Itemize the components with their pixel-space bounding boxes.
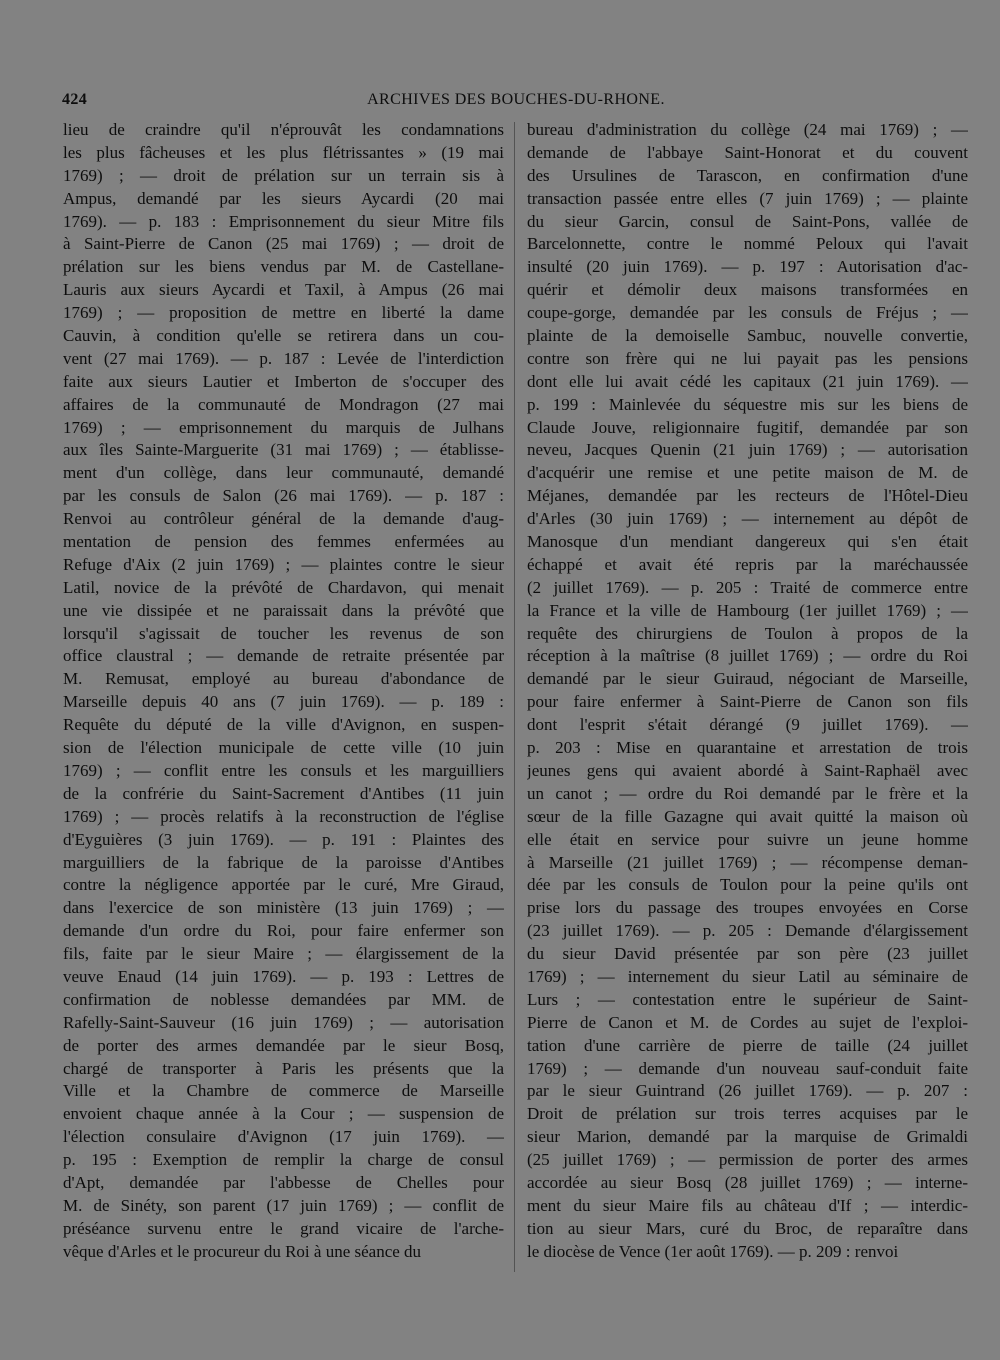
text-line: Barcelonnette, contre le nommé Peloux qui l'avait [527,234,968,254]
text-line: sœur de la fille Gazagne qui avait quitté la maison où [527,806,968,826]
text-line: d'Eyguières (3 juin 1769). — p. 191 : Plaintes des [63,829,504,849]
text-line: Ampus, demandé par les sieurs Aycardi (20 mai [63,188,504,208]
text-line: d'Arles (30 juin 1769) ; — internement au dépôt de [527,509,968,529]
text-line: transaction passée entre elles (7 juin 1769) ; — plainte [527,188,968,208]
text-line: envoient chaque année à la Cour ; — suspension de [63,1104,504,1124]
text-line: vêque d'Arles et le procureur du Roi à une séance du [63,1241,422,1261]
text-line: par les consuls de Salon (26 mai 1769). — p. 187 : [63,486,504,506]
text-line: d'Apt, demandée par l'abbesse de Chelles pour [63,1172,504,1192]
text-line: sion de l'élection municipale de cette ville (10 juin [63,738,504,758]
page-number: 424 [62,91,88,108]
text-line: mentation de pension des femmes enfermées au [63,532,504,552]
text-line: du sieur Garcin, consul de Saint-Pons, vallée de [527,211,968,231]
text-line: Ville et la Chambre de commerce de Marseille [63,1081,504,1101]
running-title: ARCHIVES DES BOUCHES-DU-RHONE. [367,91,665,108]
text-line: ment du sieur Maire fils au château d'If ; — interdic- [527,1195,968,1215]
text-line: marguilliers de la fabrique de la paroisse d'Antibes [63,852,504,872]
text-line: 1769) ; — proposition de mettre en liberté la dame [63,303,504,323]
text-line: coupe-gorge, demandée par les consuls de Fréjus ; — [527,303,968,323]
text-line: 1769) ; — demande d'un nouveau sauf-conduit faite [527,1058,968,1078]
text-line: préséance survenu entre le grand vicaire de l'arche- [63,1218,504,1238]
text-line: Refuge d'Aix (2 juin 1769) ; — plaintes contre le sieur [63,554,504,574]
text-line: à Saint-Pierre de Canon (25 mai 1769) ; — droit de [63,234,504,254]
text-line: une vie dissipée et ne paraissait dans la prévôté que [63,600,504,620]
text-line: dont elle lui avait cédé les capitaux (21 juin 1769). — [527,371,968,391]
text-line: elle était en service pour suivre un jeune homme [527,829,968,849]
text-line: prélation sur les biens vendus par M. de Castellane- [63,257,504,277]
text-line: aux îles Sainte-Marguerite (31 mai 1769) ; — établisse- [63,440,504,460]
text-line: la France et la ville de Hambourg (1er juillet 1769) ; — [527,600,968,620]
text-line: demande d'un ordre du Roi, pour faire enfermer son [63,921,504,941]
text-line: vent (27 mai 1769). — p. 187 : Levée de l'interdiction [63,348,504,368]
text-line: Rafelly-Saint-Sauveur (16 juin 1769) ; — autorisation [63,1012,504,1032]
text-line: veuve Enaud (14 juin 1769). — p. 193 : Lettres de [63,966,504,986]
text-line: 1769). — p. 183 : Emprisonnement du sieur Mitre fils [63,211,504,231]
text-line: pour faire enfermer à Saint-Pierre de Canon son fils [527,692,968,712]
text-line: tion au sieur Mars, curé du Broc, de reparaître dans [527,1218,968,1238]
text-line: d'acquérir une remise et une petite maison de M. de [527,463,968,483]
text-line: Claude Jouve, religionnaire fugitif, demandée par son [527,417,968,437]
text-line: Droit de prélation sur trois terres acquises par le [527,1104,968,1124]
text-line: (2 juillet 1769). — p. 205 : Traité de commerce entre [527,577,968,597]
left-text-column [63,119,504,1279]
text-line: demandé par le sieur Guiraud, négociant de Marseille, [527,669,968,689]
text-line: l'élection consulaire d'Avignon (17 juin 1769). — [63,1127,504,1147]
text-line: tation d'une carrière de pierre de taille (24 juillet [527,1035,968,1055]
text-line: Requête du député de la ville d'Avignon, en suspen- [63,715,504,735]
text-line: dont l'esprit s'était dérangé (9 juillet 1769). — [527,715,968,735]
text-line: insulté (20 juin 1769). — p. 197 : Autorisation d'ac- [527,257,968,277]
text-line: M. Remusat, employé au bureau d'abondance de [63,669,504,689]
text-line: plainte de la demoiselle Sambuc, nouvelle convertie, [527,326,968,346]
text-line: un canot ; — ordre du Roi demandé par le frère et la [527,783,968,803]
text-line: p. 203 : Mise en quarantaine et arrestation de trois [527,738,968,758]
text-line: Cauvin, à condition qu'elle se retirera dans un cou- [63,326,504,346]
text-line: de porter des armes demandée par le sieur Bosq, [63,1035,504,1055]
text-line: (25 juillet 1769) ; — permission de porter des armes [527,1150,968,1170]
text-line: demande de l'abbaye Saint-Honorat et du couvent [527,142,968,162]
right-text-column [527,119,968,1279]
text-line: réception à la maîtrise (8 juillet 1769) ; — ordre du Roi [527,646,968,666]
text-line: accordée au sieur Bosq (28 juillet 1769) ; — interne- [527,1172,968,1192]
text-line: Latil, novice de la prévôté de Chardavon, qui menait [63,577,504,597]
text-line: quérir et démolir deux maisons transformées en [527,280,968,300]
text-line: affaires de la communauté de Mondragon (27 mai [63,394,504,414]
text-line: Manosque d'un mendiant dangereux qui s'en était [527,532,968,552]
text-line: M. de Sinéty, son parent (17 juin 1769) ; — conflit de [63,1195,504,1215]
text-line: 1769) ; — emprisonnement du marquis de Julhans [63,417,504,437]
page-header [62,91,970,113]
text-line: 1769) ; — procès relatifs à la reconstruction de l'église [63,806,504,826]
text-line: bureau d'administration du collège (24 mai 1769) ; — [527,120,968,139]
text-line: à Marseille (21 juillet 1769) ; — récompense deman- [527,852,968,872]
text-line: les plus fâcheuses et les plus flétrissantes » (19 mai [63,142,504,162]
text-line: faite aux sieurs Lautier et Imberton de s'occuper des [63,371,504,391]
text-line: lieu de craindre qu'il n'éprouvât les condamnations [63,120,504,139]
text-line: Lurs ; — contestation entre le supérieur de Saint- [527,989,968,1009]
text-line: échappé et avait été repris par la maréchaussée [527,554,968,574]
text-line: Pierre de Canon et M. de Cordes au sujet de l'exploi- [527,1012,968,1032]
text-line: dée par les consuls de Toulon pour la peine qu'ils ont [527,875,968,895]
text-line: Lauris aux sieurs Aycardi et Taxil, à Ampus (26 mai [63,280,504,300]
text-line: du sieur David présentée par son père (23 juillet [527,944,968,964]
text-line: Renvoi au contrôleur général de la demande d'aug- [63,509,504,529]
text-line: prise lors du passage des troupes envoyées en Corse [527,898,968,918]
text-line: chargé de transporter à Paris les présents que la [63,1058,504,1078]
text-line: requête des chirurgiens de Toulon à propos de la [527,623,968,643]
text-line: lorsqu'il s'agissait de toucher les revenus de son [63,623,504,643]
text-line: p. 199 : Mainlevée du séquestre mis sur les biens de [527,394,968,414]
text-line: des Ursulines de Tarascon, en confirmation d'une [527,165,968,185]
text-line: 1769) ; — internement du sieur Latil au séminaire de [527,966,968,986]
text-line: contre son frère qui ne lui payait pas les pensions [527,348,968,368]
column-divider [514,122,515,1272]
text-line: Méjanes, demandée par les recteurs de l'Hôtel-Dieu [527,486,968,506]
text-line: sieur Marion, demandé par la marquise de Grimaldi [527,1127,968,1147]
text-line: par le sieur Guintrand (26 juillet 1769). — p. 207 : [527,1081,968,1101]
text-line: le diocèse de Vence (1er août 1769). — p. 209 : renvoi [527,1241,899,1261]
text-line: ment d'un collège, dans leur communauté, demandé [63,463,504,483]
text-line: dans l'exercice de son ministère (13 juin 1769) ; — [63,898,504,918]
text-line: neveu, Jacques Quenin (21 juin 1769) ; — autorisation [527,440,968,460]
text-line: 1769) ; — droit de prélation sur un terrain sis à [63,165,504,185]
text-line: (23 juillet 1769). — p. 205 : Demande d'élargissement [527,921,968,941]
text-line: confirmation de noblesse demandées par MM. de [63,989,504,1009]
text-line: office claustral ; — demande de retraite présentée par [63,646,504,666]
text-line: jeunes gens qui avaient abordé à Saint-Raphaël avec [527,760,968,780]
text-line: de la confrérie du Saint-Sacrement d'Antibes (11 juin [63,783,504,803]
text-line: p. 195 : Exemption de remplir la charge de consul [63,1150,504,1170]
text-line: fils, faite par le sieur Maire ; — élargissement de la [63,944,504,964]
text-line: Marseille depuis 40 ans (7 juin 1769). — p. 189 : [63,692,504,712]
text-line: 1769) ; — conflit entre les consuls et les marguilliers [63,760,504,780]
text-line: contre la négligence apportée par le curé, Mre Giraud, [63,875,504,895]
